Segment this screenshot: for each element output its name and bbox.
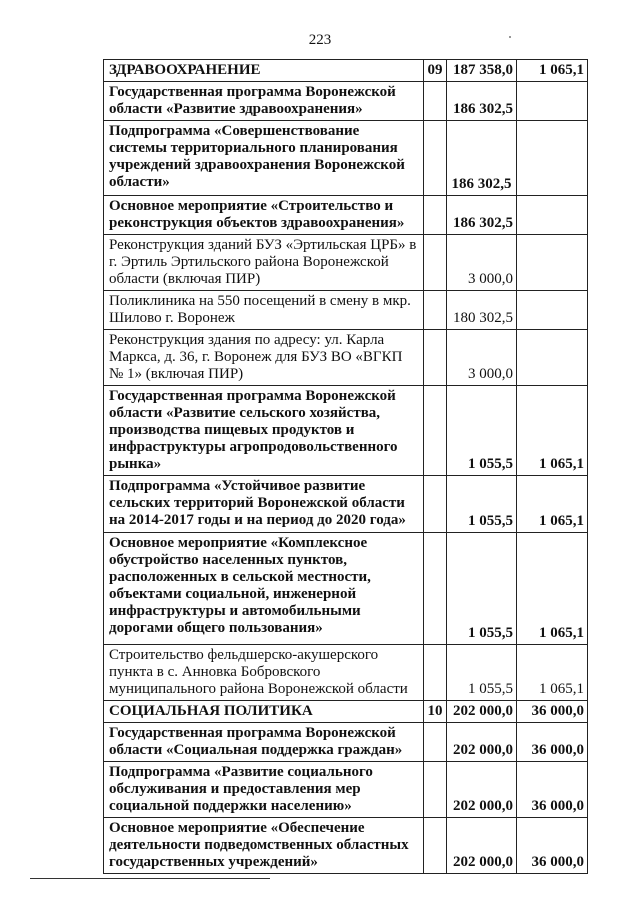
row-amount-1: 180 302,5 (447, 291, 517, 330)
row-amount-1: 1 055,5 (447, 476, 517, 533)
table-row (104, 645, 588, 701)
row-amount-1: 3 000,0 (447, 330, 517, 386)
table-row (104, 701, 588, 723)
row-section-code (424, 291, 447, 330)
row-amount-2 (517, 82, 588, 121)
page-number: 223 (308, 32, 332, 48)
row-amount-2 (517, 235, 588, 291)
row-name: Реконструкция здания по адресу: ул. Карла Маркса, д. 36, г. Воронеж для БУЗ ВО «ВГКП № 1» (включая ПИР) (104, 330, 424, 386)
row-amount-2: 1 065,1 (517, 386, 588, 476)
table-row (104, 533, 588, 645)
row-amount-2: 36 000,0 (517, 818, 588, 874)
budget-table (103, 59, 587, 874)
row-amount-1: 186 302,5 (447, 82, 517, 121)
row-amount-2 (517, 330, 588, 386)
row-section-code (424, 196, 447, 235)
table-row (104, 762, 588, 818)
row-name: Государственная программа Воронежской области «Социальная поддержка граждан» (104, 723, 424, 762)
row-section-code (424, 386, 447, 476)
table-row (104, 196, 588, 235)
table-row (104, 235, 588, 291)
row-section-code (424, 235, 447, 291)
row-amount-1: 187 358,0 (447, 60, 517, 82)
row-amount-2: 36 000,0 (517, 701, 588, 723)
row-section-code (424, 533, 447, 645)
row-amount-2: 1 065,1 (517, 645, 588, 701)
row-name: Поликлиника на 550 посещений в смену в мкр. Шилово г. Воронеж (104, 291, 424, 330)
row-amount-1: 202 000,0 (447, 723, 517, 762)
row-amount-1: 1 055,5 (447, 645, 517, 701)
row-amount-1: 202 000,0 (447, 818, 517, 874)
table-row (104, 330, 588, 386)
row-amount-2: 36 000,0 (517, 723, 588, 762)
table-row (104, 818, 588, 874)
row-name: Основное мероприятие «Обеспечение деятельности подведомственных областных государственных учреждений» (104, 818, 424, 874)
row-amount-1: 1 055,5 (447, 533, 517, 645)
row-section-code: 09 (424, 60, 447, 82)
row-amount-1: 202 000,0 (447, 701, 517, 723)
row-section-code (424, 476, 447, 533)
row-amount-1: 202 000,0 (447, 762, 517, 818)
row-amount-2: 36 000,0 (517, 762, 588, 818)
table-row (104, 476, 588, 533)
row-section-code (424, 818, 447, 874)
row-amount-2 (517, 196, 588, 235)
row-name: Подпрограмма «Развитие социального обслуживания и предоставления мер социальной поддержки населению» (104, 762, 424, 818)
row-amount-2: 1 065,1 (517, 60, 588, 82)
row-section-code (424, 121, 447, 196)
table-row (104, 291, 588, 330)
row-amount-2: 1 065,1 (517, 533, 588, 645)
row-name: Государственная программа Воронежской области «Развитие здравоохранения» (104, 82, 424, 121)
row-section-code (424, 645, 447, 701)
row-name: Государственная программа Воронежской области «Развитие сельского хозяйства, производства пищевых продуктов и инфраструктуры агропродовольственного рынка» (104, 386, 424, 476)
row-amount-2 (517, 121, 588, 196)
row-name: Основное мероприятие «Комплексное обустройство населенных пунктов, расположенных в сельской местности, объектами социальной, инженерной инфраструктуры и автомобильными дорогами общего пользования» (104, 533, 424, 645)
row-amount-2 (517, 291, 588, 330)
row-name: ЗДРАВООХРАНЕНИЕ (104, 60, 424, 82)
row-section-code (424, 723, 447, 762)
table-row (104, 386, 588, 476)
footer-line (30, 878, 270, 879)
row-amount-1: 3 000,0 (447, 235, 517, 291)
row-amount-1: 1 055,5 (447, 386, 517, 476)
table-row (104, 82, 588, 121)
row-section-code (424, 330, 447, 386)
row-name: Строительство фельдшерско-акушерского пункта в с. Анновка Бобровского муниципального района Воронежской области (104, 645, 424, 701)
row-name: Основное мероприятие «Строительство и реконструкция объектов здравоохранения» (104, 196, 424, 235)
row-section-code (424, 82, 447, 121)
row-amount-2: 1 065,1 (517, 476, 588, 533)
budget-table-body (104, 60, 588, 874)
row-name: Реконструкция зданий БУЗ «Эртильская ЦРБ» в г. Эртиль Эртильского района Воронежской области (включая ПИР) (104, 235, 424, 291)
table-row (104, 60, 588, 82)
row-section-code: 10 (424, 701, 447, 723)
table-row (104, 121, 588, 196)
scan-speck (509, 36, 511, 38)
table-row (104, 723, 588, 762)
row-name: Подпрограмма «Устойчивое развитие сельских территорий Воронежской области на 2014-2017 годы и на период до 2020 года» (104, 476, 424, 533)
row-name: СОЦИАЛЬНАЯ ПОЛИТИКА (104, 701, 424, 723)
row-amount-1: 186 302,5 (447, 121, 517, 196)
row-name: Подпрограмма «Совершенствование системы территориального планирования учреждений здравоохранения Воронежской области» (104, 121, 424, 196)
row-amount-1: 186 302,5 (447, 196, 517, 235)
row-section-code (424, 762, 447, 818)
